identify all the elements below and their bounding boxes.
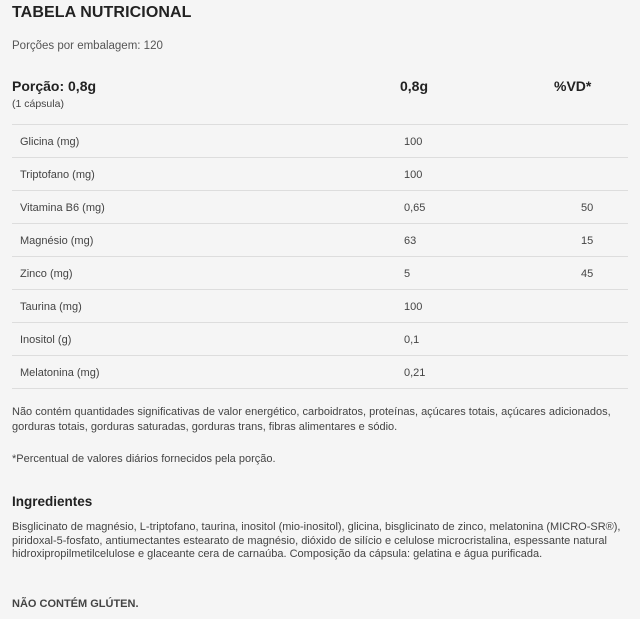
servings-per-package: Porções por embalagem: 120 xyxy=(12,40,163,52)
nutrient-amount: 0,65 xyxy=(404,202,426,214)
table-row xyxy=(12,158,628,191)
nutrient-amount: 100 xyxy=(404,136,423,148)
ingredients-text: Bisglicinato de magnésio, L-triptofano, taurina, inositol (mio-inositol), glicina, bisglicinato de zinco, melatonina (MICRO-SR®), piridoxal-5-fosfato, antiumectantes estearato de magnésio, dióxido de silício e celulose microcristalina, espessante natural hidroxipropilmetilcelulose e glaceante cera de carnaúba. Composição da cápsula: gelatina e água purificada. xyxy=(12,521,621,560)
nutrient-amount: 0,21 xyxy=(404,367,426,379)
not-significant-note: Não contém quantidades significativas de valor energético, carboidratos, proteínas, açúcares totais, açúcares adicionados, gorduras totais, gorduras saturadas, gorduras trans, fibras alimentares e sódio. xyxy=(12,406,611,433)
nutrient-name: Taurina (mg) xyxy=(20,301,82,313)
nutrition-table xyxy=(12,124,628,389)
nutrient-name: Vitamina B6 (mg) xyxy=(20,202,105,214)
table-row xyxy=(12,224,628,257)
table-row xyxy=(12,257,628,290)
nutrient-name: Triptofano (mg) xyxy=(20,169,95,181)
nutrient-name: Magnésio (mg) xyxy=(20,235,94,247)
nutrient-amount: 100 xyxy=(404,301,423,313)
nutrient-vd: 15 xyxy=(581,235,594,247)
nutrient-amount: 0,1 xyxy=(404,334,420,346)
nutrient-name: Glicina (mg) xyxy=(20,136,80,148)
amount-column-header: 0,8g xyxy=(400,78,429,94)
portion-label: Porção: 0,8g xyxy=(12,78,97,94)
nutrient-amount: 5 xyxy=(404,268,411,280)
nutrient-name: Melatonina (mg) xyxy=(20,367,100,379)
nutrient-name: Inositol (g) xyxy=(20,334,72,346)
nutrient-name: Zinco (mg) xyxy=(20,268,73,280)
table-row xyxy=(12,323,628,356)
gluten-statement: NÃO CONTÉM GLÚTEN. xyxy=(12,598,139,610)
page-title: TABELA NUTRICIONAL xyxy=(12,4,192,21)
nutrient-amount: 100 xyxy=(404,169,423,181)
portion-header xyxy=(12,78,628,110)
table-row xyxy=(12,356,628,389)
portion-subtitle: (1 cápsula) xyxy=(12,98,64,110)
vd-column-header: %VD* xyxy=(554,78,592,94)
table-row xyxy=(12,125,628,158)
vd-footnote: *Percentual de valores diários fornecidos pela porção. xyxy=(12,453,276,465)
nutrient-amount: 63 xyxy=(404,235,417,247)
table-row xyxy=(12,290,628,323)
nutrient-vd: 45 xyxy=(581,268,594,280)
table-row xyxy=(12,191,628,224)
ingredients-title: Ingredientes xyxy=(12,494,93,509)
nutrient-vd: 50 xyxy=(581,202,594,214)
